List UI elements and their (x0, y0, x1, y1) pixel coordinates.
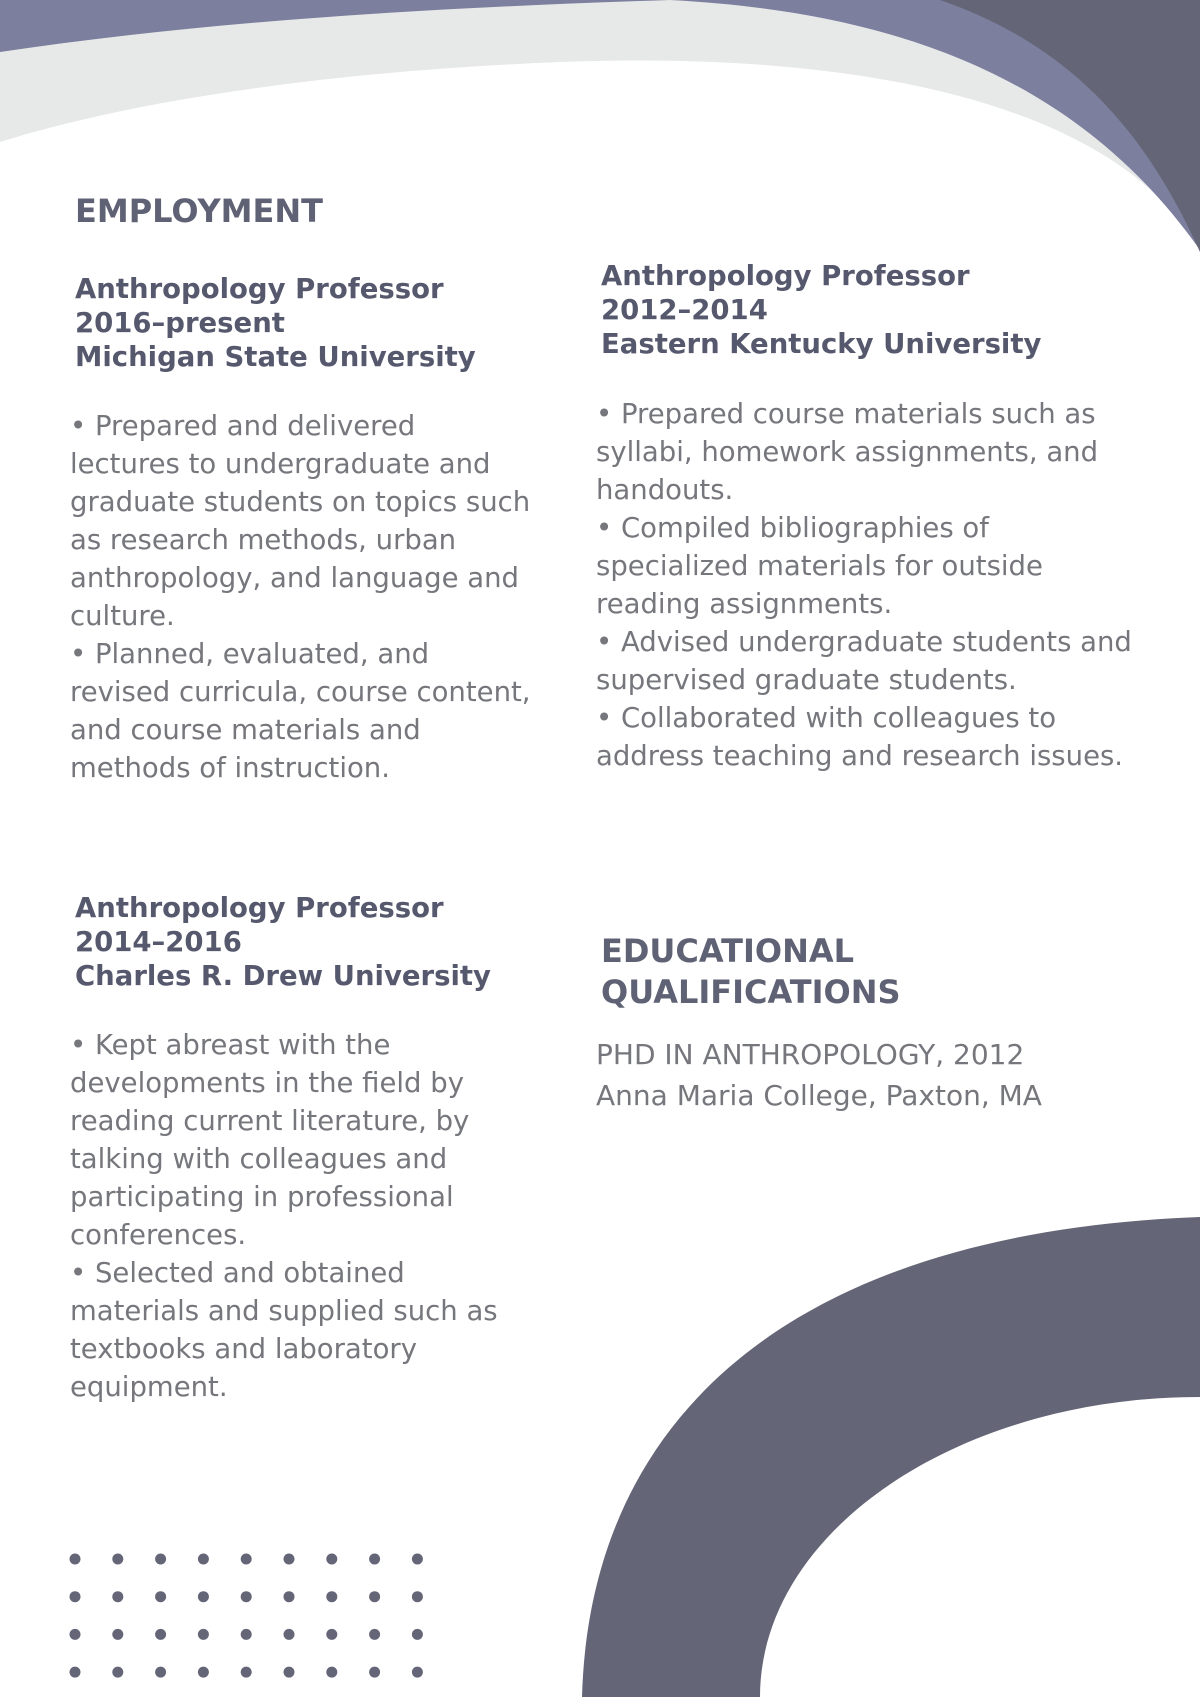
decorative-dot (284, 1629, 295, 1640)
job-years: 2012–2014 (601, 294, 768, 326)
job-title: Anthropology Professor (601, 260, 970, 292)
education-heading-line1: EDUCATIONAL (601, 932, 855, 970)
duty-item: • Compiled bibliographies of specialized materials for outside reading assignments. (596, 512, 1043, 620)
decorative-dot (369, 1667, 380, 1678)
duty-item: • Prepared course materials such as syllabi, homework assignments, and handouts. (596, 398, 1099, 506)
decorative-dot (284, 1554, 295, 1565)
decorative-dot (412, 1667, 423, 1678)
decorative-dot (412, 1629, 423, 1640)
decorative-dot (112, 1667, 123, 1678)
decorative-dot (241, 1667, 252, 1678)
decorative-dot (326, 1554, 337, 1565)
duty-item: • Planned, evaluated, and revised curricula, course content, and course materials and methods of instruction. (70, 638, 531, 784)
decorative-dot (112, 1591, 123, 1602)
education-heading-line2: QUALIFICATIONS (601, 973, 901, 1011)
decorative-dot (369, 1629, 380, 1640)
job-years: 2014–2016 (75, 926, 242, 958)
decorative-dot (155, 1629, 166, 1640)
decorative-dot (326, 1591, 337, 1602)
decorative-dot (369, 1591, 380, 1602)
decorative-dot (241, 1554, 252, 1565)
decorative-dot (241, 1629, 252, 1640)
decorative-dot (155, 1554, 166, 1565)
job-header (75, 272, 476, 374)
job-institution: Michigan State University (75, 341, 476, 373)
decorative-dot (155, 1667, 166, 1678)
decorative-dot (70, 1591, 81, 1602)
decorative-dot (369, 1554, 380, 1565)
job-years: 2016–present (75, 307, 285, 339)
dot-grid (70, 1554, 423, 1678)
job-institution: Charles R. Drew University (75, 960, 491, 992)
duty-item: • Advised undergraduate students and supervised graduate students. (596, 626, 1132, 696)
job-title: Anthropology Professor (75, 892, 444, 924)
job-header (75, 891, 491, 993)
decorative-dot (326, 1629, 337, 1640)
job-title: Anthropology Professor (75, 273, 444, 305)
decorative-dot (112, 1629, 123, 1640)
job-header (601, 259, 1041, 361)
decorative-dot (198, 1667, 209, 1678)
duty-item: • Collaborated with colleagues to address teaching and research issues. (596, 702, 1124, 772)
decorative-dot (241, 1591, 252, 1602)
duty-item: • Selected and obtained materials and supplied such as textbooks and laboratory equipment. (70, 1257, 498, 1403)
education-entry (596, 1034, 1042, 1116)
duty-item: • Kept abreast with the developments in the field by reading current literature, by talking with colleagues and participating in professional conferences. (70, 1029, 470, 1251)
decorative-dot (198, 1591, 209, 1602)
employment-heading: EMPLOYMENT (75, 192, 323, 230)
education-heading (601, 931, 901, 1013)
decorative-dot (70, 1629, 81, 1640)
decorative-dot (198, 1629, 209, 1640)
duty-item: • Prepared and delivered lectures to undergraduate and graduate students on topics such as research methods, urban anthropology, and language and culture. (70, 410, 531, 632)
decorative-dot (70, 1554, 81, 1565)
job-duties (70, 407, 532, 787)
bottom-right-ring (582, 1217, 1200, 1697)
job-duties (70, 1026, 532, 1406)
decorative-dot (70, 1667, 81, 1678)
decorative-dot (155, 1591, 166, 1602)
decorative-dot (412, 1591, 423, 1602)
decorative-dot (112, 1554, 123, 1565)
degree: PHD IN ANTHROPOLOGY, 2012 (596, 1038, 1025, 1071)
job-institution: Eastern Kentucky University (601, 328, 1042, 360)
decorative-dot (284, 1667, 295, 1678)
school: Anna Maria College, Paxton, MA (596, 1079, 1042, 1112)
decorative-dot (284, 1591, 295, 1602)
decorative-dot (198, 1554, 209, 1565)
job-duties (596, 395, 1136, 775)
decorative-dot (412, 1554, 423, 1565)
decorative-dot (326, 1667, 337, 1678)
